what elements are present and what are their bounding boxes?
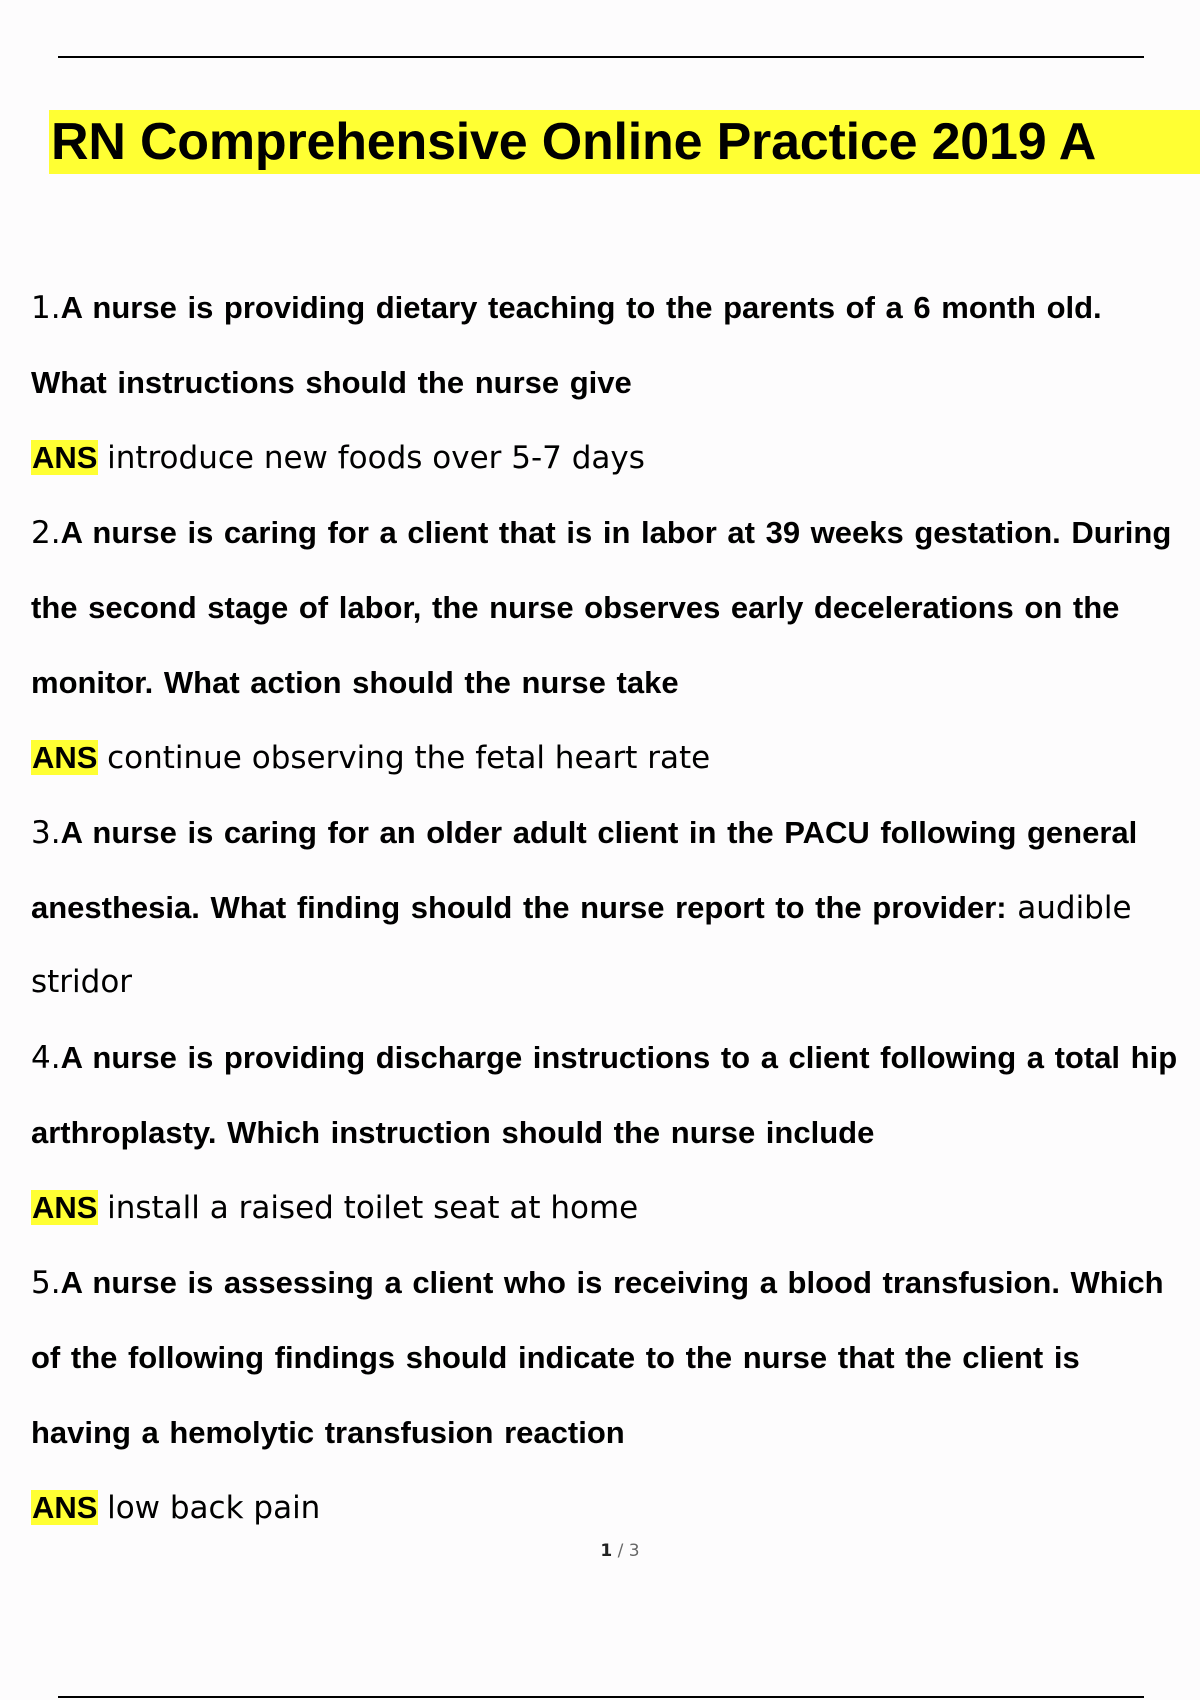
- question-3-number: 3.: [31, 815, 61, 851]
- question-1-line-2: What instructions should the nurse give: [31, 365, 632, 400]
- question-1-line-1: 1.A nurse is providing dietary teaching to the parents of a 6 month old.: [31, 290, 1102, 326]
- answer-label: ANS: [32, 1190, 98, 1225]
- question-2-line-2: the second stage of labor, the nurse observes early decelerations on the: [31, 590, 1120, 625]
- question-3-line-2: anesthesia. What finding should the nurse report to the provider: audible: [31, 890, 1132, 926]
- question-4-line-1: 4.A nurse is providing discharge instructions to a client following a total hip: [31, 1040, 1178, 1076]
- question-3-line-1: 3.A nurse is caring for an older adult client in the PACU following general: [31, 815, 1138, 851]
- answer-label: ANS: [32, 740, 98, 775]
- answer-text: introduce new foods over 5-7 days: [107, 440, 645, 476]
- question-2-line-1: 2.A nurse is caring for a client that is in labor at 39 weeks gestation. During: [31, 515, 1172, 551]
- top-divider: [58, 56, 1144, 58]
- question-4-line-2: arthroplasty. Which instruction should the nurse include: [31, 1115, 875, 1150]
- bottom-divider: [58, 1696, 1144, 1698]
- answer-5: [31, 1470, 1200, 1545]
- answer-text: install a raised toilet seat at home: [107, 1190, 639, 1226]
- answer-label: ANS: [32, 440, 98, 475]
- current-page: 1: [600, 1541, 613, 1561]
- question-2-line-3: monitor. What action should the nurse take: [31, 665, 679, 700]
- question-2-number: 2.: [31, 515, 61, 551]
- total-pages: 3: [628, 1541, 640, 1561]
- answer-2: [31, 720, 1200, 795]
- title-highlight: [49, 110, 1200, 174]
- answer-label: ANS: [32, 1490, 98, 1525]
- question-1-number: 1.: [31, 290, 61, 326]
- answer-text: low back pain: [107, 1490, 321, 1526]
- page-separator: /: [617, 1541, 624, 1561]
- question-4-number: 4.: [31, 1040, 61, 1076]
- answer-text: audible: [1017, 890, 1132, 926]
- answer-3-continuation: stridor: [31, 964, 133, 1000]
- questions-list: [31, 270, 1200, 1545]
- answer-1: [31, 420, 1200, 495]
- answer-text: continue observing the fetal heart rate: [107, 740, 711, 776]
- document-title: RN Comprehensive Online Practice 2019 A: [51, 113, 1097, 171]
- question-5-line-3: having a hemolytic transfusion reaction: [31, 1415, 625, 1450]
- page-indicator: [0, 1541, 1200, 1561]
- question-5-line-2: of the following findings should indicate to the nurse that the client is: [31, 1340, 1080, 1375]
- answer-4: [31, 1170, 1200, 1245]
- question-5-line-1: 5.A nurse is assessing a client who is receiving a blood transfusion. Which: [31, 1265, 1164, 1301]
- question-5-number: 5.: [31, 1265, 61, 1301]
